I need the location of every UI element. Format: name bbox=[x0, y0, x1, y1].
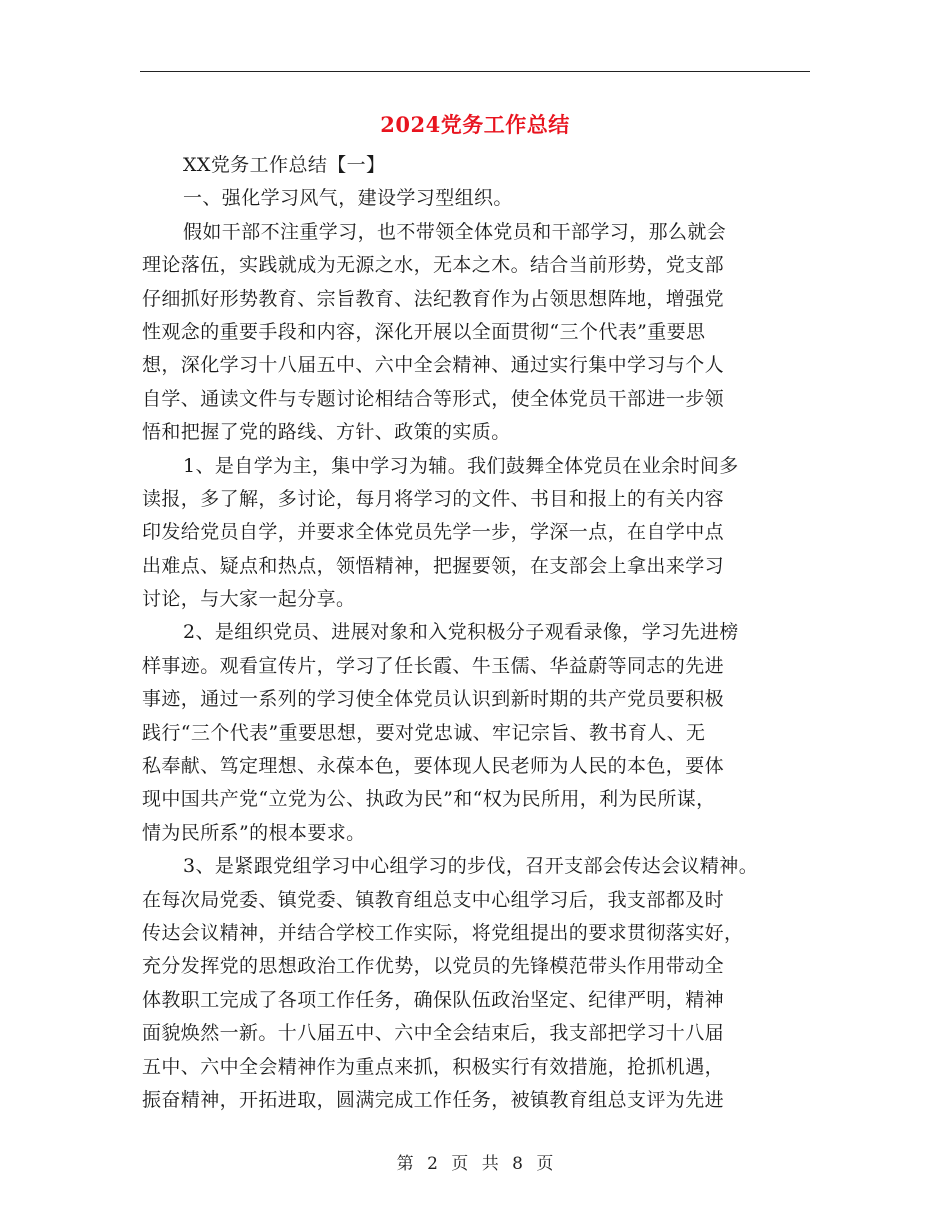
body-line: 现中国共产党“立党为公、执政为民”和“权为民所用，利为民所谋， bbox=[142, 788, 716, 811]
body-line: 私奉献、笃定理想、永葆本色，要体现人民老师为人民的本色，要体 bbox=[142, 755, 725, 778]
body-line: 1、是自学为主，集中学习为辅。我们鼓舞全体党员在业余时间多 bbox=[183, 454, 739, 477]
body-line: 性观念的重要手段和内容，深化开展以全面贯彻“三个代表”重要思 bbox=[142, 320, 706, 343]
body-line: 充分发挥党的思想政治工作优势，以党员的先锋模范带头作用带动全 bbox=[142, 955, 725, 978]
body-line: 一、强化学习风气，建设学习型组织。 bbox=[183, 187, 513, 210]
footer-total-label: 共 bbox=[481, 1154, 499, 1174]
body-line: 事迹，通过一系列的学习使全体党员认识到新时期的共产党员要积极 bbox=[142, 688, 725, 711]
footer-page-mid: 页 bbox=[451, 1154, 469, 1174]
page-footer bbox=[0, 1152, 950, 1176]
footer-total-pages: 8 bbox=[512, 1154, 523, 1174]
body-line: 假如干部不注重学习，也不带领全体党员和干部学习，那么就会 bbox=[183, 220, 727, 243]
body-line: 情为民所系”的根本要求。 bbox=[142, 821, 366, 844]
body-line: 想，深化学习十八届五中、六中全会精神、通过实行集中学习与个人 bbox=[142, 354, 725, 377]
body-line: 理论落伍，实践就成为无源之水，无本之木。结合当前形势，党支部 bbox=[142, 254, 725, 277]
footer-page-suffix: 页 bbox=[536, 1154, 554, 1174]
body-line: 振奋精神，开拓进取，圆满完成工作任务，被镇教育组总支评为先进 bbox=[142, 1088, 725, 1111]
body-line: 悟和把握了党的路线、方针、政策的实质。 bbox=[142, 421, 511, 444]
body-line: 2、是组织党员、进展对象和入党积极分子观看录像，学习先进榜 bbox=[183, 621, 739, 644]
body-line: 面貌焕然一新。十八届五中、六中全会结束后，我支部把学习十八届 bbox=[142, 1022, 725, 1045]
body-line: 出难点、疑点和热点，领悟精神，把握要领，在支部会上拿出来学习 bbox=[142, 554, 725, 577]
body-line: 仔细抓好形势教育、宗旨教育、法纪教育作为占领思想阵地，增强党 bbox=[142, 287, 725, 310]
body-line: 3、是紧跟党组学习中心组学习的步伐，召开支部会传达会议精神。 bbox=[183, 855, 759, 878]
body-line: 在每次局党委、镇党委、镇教育组总支中心组学习后，我支部都及时 bbox=[142, 888, 725, 911]
body-line: 样事迹。观看宣传片，学习了任长霞、牛玉儒、华益蔚等同志的先进 bbox=[142, 654, 725, 677]
header-rule bbox=[140, 71, 810, 72]
body-line: 自学、通读文件与专题讨论相结合等形式，使全体党员干部进一步领 bbox=[142, 387, 725, 410]
body-line: 五中、六中全会精神作为重点来抓，积极实行有效措施，抢抓机遇， bbox=[142, 1055, 725, 1078]
body-line: XX党务工作总结【一】 bbox=[183, 154, 386, 176]
body-line: 读报，多了解，多讨论，每月将学习的文件、书目和报上的有关内容 bbox=[142, 487, 725, 510]
document-title: 2024党务工作总结 bbox=[380, 112, 570, 137]
footer-current-page: 2 bbox=[427, 1154, 438, 1174]
body-line: 印发给党员自学，并要求全体党员先学一步，学深一点，在自学中点 bbox=[142, 521, 725, 544]
body-line: 体教职工完成了各项工作任务，确保队伍政治坚定、纪律严明，精神 bbox=[142, 988, 725, 1011]
body-line: 传达会议精神，并结合学校工作实际，将党组提出的要求贯彻落实好， bbox=[142, 921, 744, 944]
footer-page-prefix: 第 bbox=[396, 1154, 414, 1174]
body-line: 讨论，与大家一起分享。 bbox=[142, 588, 356, 611]
document-body bbox=[140, 149, 810, 1117]
body-line: 践行“三个代表”重要思想，要对党忠诚、牢记宗旨、教书育人、无 bbox=[142, 721, 706, 744]
